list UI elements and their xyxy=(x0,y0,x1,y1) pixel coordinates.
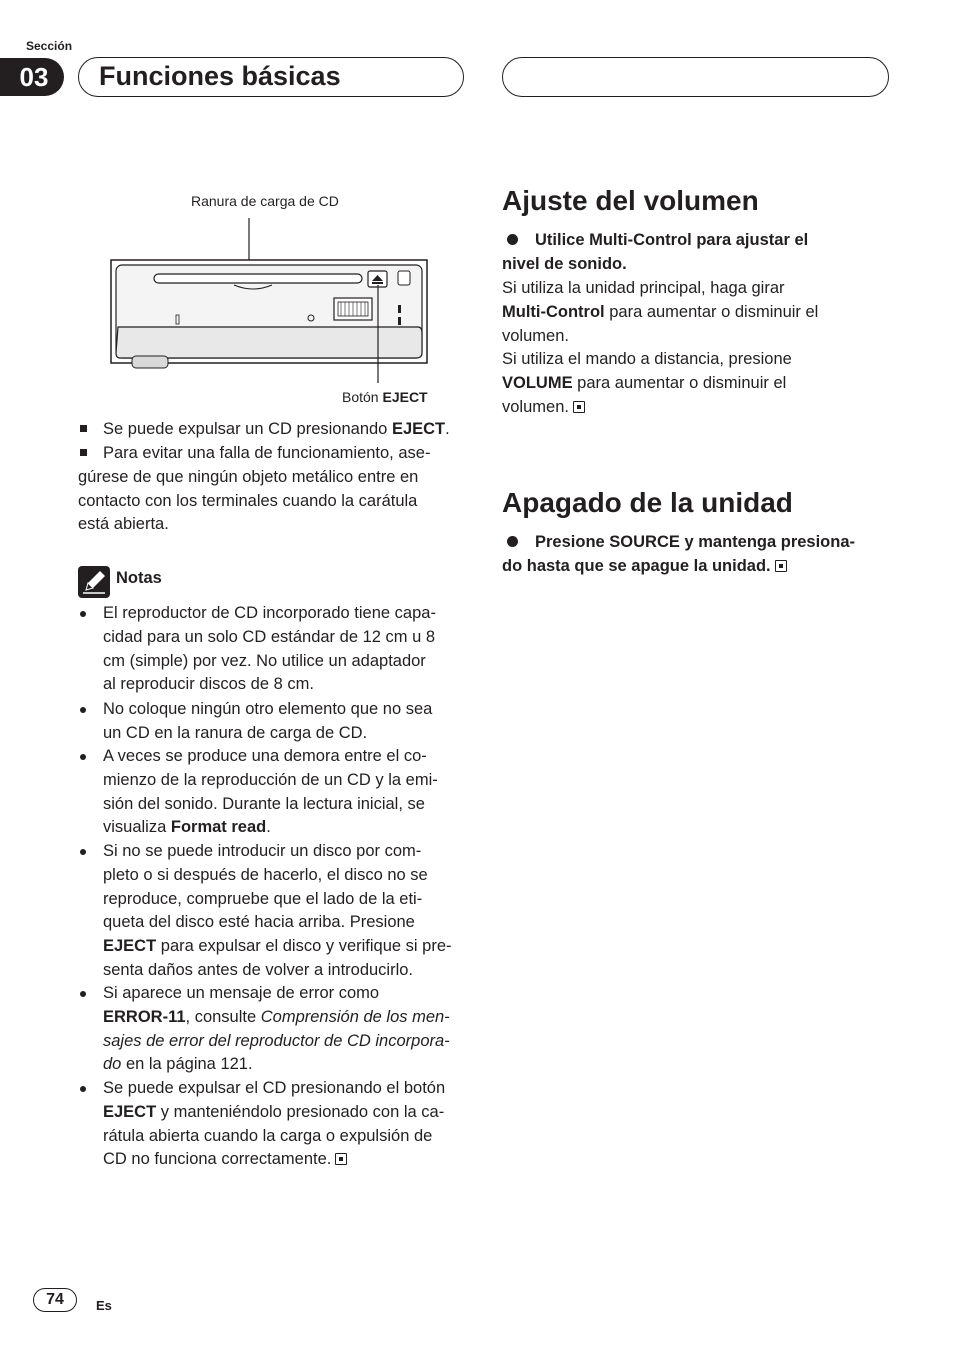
bullet-dot-icon xyxy=(80,754,86,760)
note-item: A veces se produce una demora entre el co- mienzo de la reproducción de un CD y la emi- sión del sonido. Durante la lectura inicial, se visualiza Format read. xyxy=(103,747,438,837)
end-mark-icon xyxy=(775,560,787,572)
bullet-dot-icon xyxy=(80,991,86,997)
figure-caption-slot: Ranura de carga de CD xyxy=(191,193,339,209)
section-number-tab: 03 xyxy=(0,58,64,96)
power-off-instruction: Presione SOURCE y mantenga presiona- do hasta que se apague la unidad. xyxy=(502,533,856,575)
section-title: Funciones básicas xyxy=(78,57,464,97)
bullet-dot-icon xyxy=(80,1086,86,1092)
bullet-dot-icon xyxy=(80,707,86,713)
note-pencil-icon xyxy=(78,566,110,598)
note-item: Si no se puede introducir un disco por com- pleto o si después de hacerlo, el disco no se reproduce, compruebe que el lado de la eti- queta del disco esté hacia arriba. Presione EJECT para expulsar el disco y verifique si pre- senta daños antes de volver a introducirlo. xyxy=(103,842,452,979)
volume-instruction: Utilice Multi-Control para ajustar el nivel de sonido. xyxy=(502,231,809,273)
cd-unit-illustration xyxy=(108,215,434,385)
bullet-eject: Se puede expulsar un CD presionando EJECT. xyxy=(103,420,450,438)
note-item: No coloque ningún otro elemento que no sea un CD en la ranura de carga de CD. xyxy=(103,700,433,742)
page-number: 74 xyxy=(33,1288,77,1312)
heading-power-off: Apagado de la unidad xyxy=(502,487,793,518)
bullet-dot-icon xyxy=(80,611,86,617)
header-empty-box xyxy=(502,57,889,97)
note-item: El reproductor de CD incorporado tiene capa- cidad para un solo CD estándar de 12 cm u 8 cm (simple) por vez. No utilice un adaptador al reproducir discos de 8 cm. xyxy=(103,604,436,694)
note-item: Si aparece un mensaje de error como ERROR-11, consulte Comprensión de los men- sajes de error del reproductor de CD incorpora- do en la página 121. xyxy=(103,984,450,1074)
figure-caption-eject: Botón EJECT xyxy=(342,389,428,405)
note-item: Se puede expulsar el CD presionando el botón EJECT y manteniéndolo presionado con la ca- rátula abierta cuando la carga o expulsión de CD no funciona correctamente. xyxy=(103,1079,446,1169)
notes-label: Notas xyxy=(116,569,162,587)
bullet-dot-icon xyxy=(80,849,86,855)
end-mark-icon xyxy=(335,1153,347,1165)
section-label: Sección xyxy=(26,39,73,53)
heading-volume: Ajuste del volumen xyxy=(502,185,759,216)
square-bullet-icon xyxy=(80,425,87,432)
end-mark-icon xyxy=(573,401,585,413)
bullet-malfunction: Para evitar una falla de funcionamiento, ase- gúrese de que ningún objeto metálico entre en contacto con los terminales cuando la carátula está abierta. xyxy=(78,444,431,534)
volume-paragraph: Si utiliza la unidad principal, haga girar Multi-Control para aumentar o disminuir el volumen. Si utiliza el mando a distancia, presione VOLUME para aumentar o disminuir el volumen. xyxy=(502,279,819,416)
language-code: Es xyxy=(96,1298,112,1313)
